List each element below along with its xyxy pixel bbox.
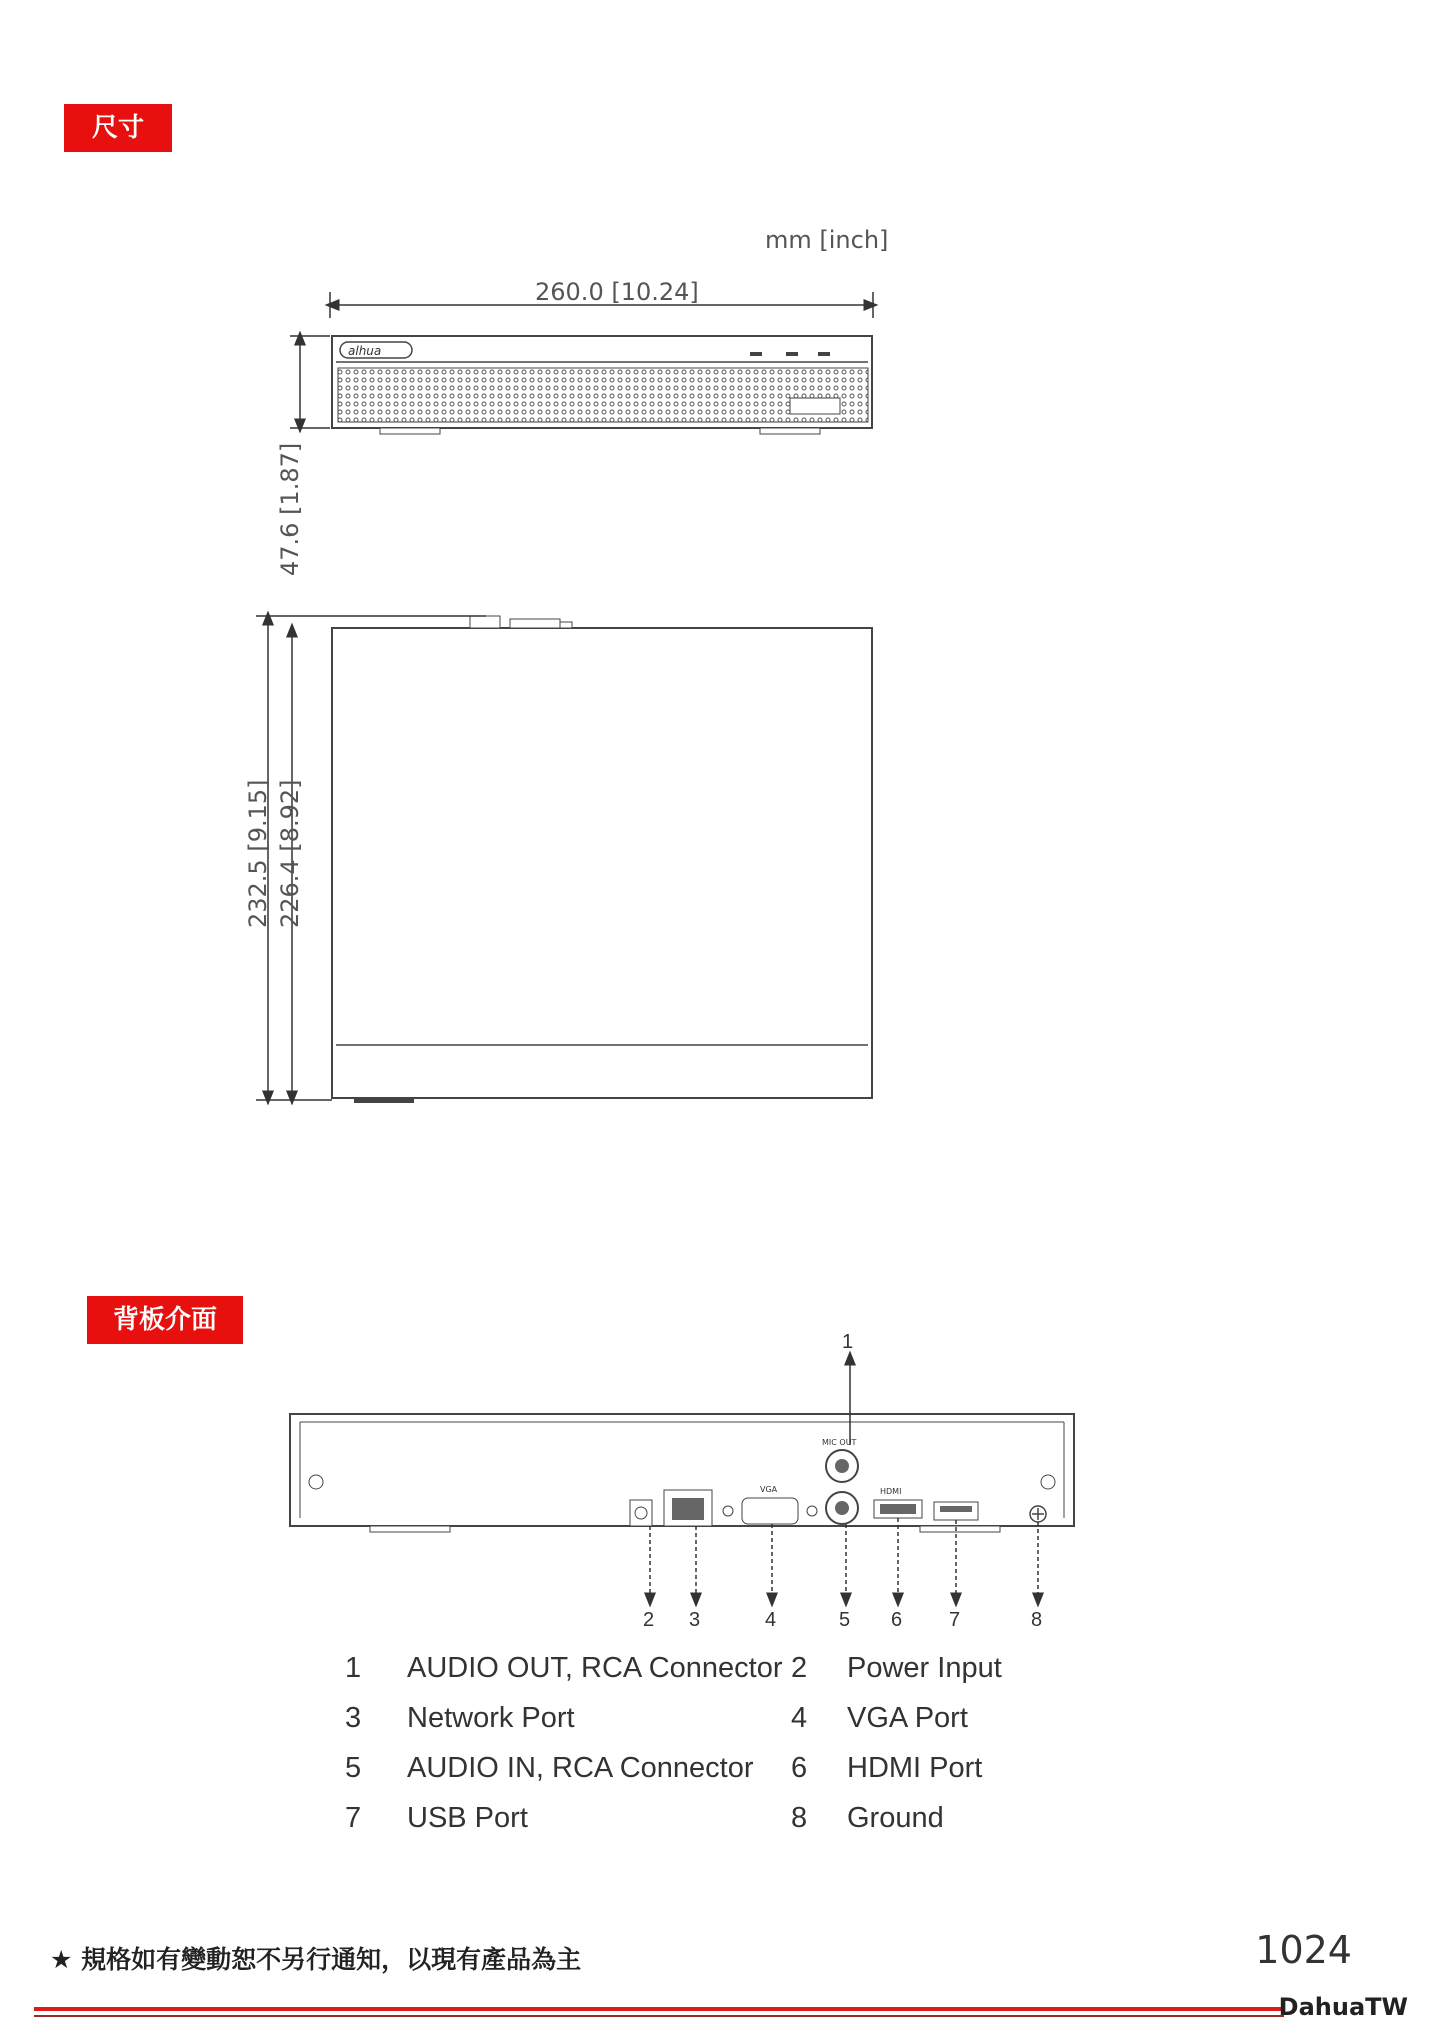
callout-7: 7 <box>949 1609 961 1630</box>
legend-number: 6 <box>791 1752 808 1784</box>
mic-out-label: MIC OUT <box>822 1438 857 1447</box>
depth-total-dimension: 232.5 [9.15] <box>244 779 272 928</box>
ground-terminal <box>1030 1506 1046 1522</box>
legend-label: USB Port <box>407 1802 528 1834</box>
callout-6: 6 <box>891 1609 903 1630</box>
callout-1: 1 <box>842 1331 854 1353</box>
device-logo: alhua <box>348 344 382 358</box>
legend-number: 7 <box>345 1802 362 1834</box>
legend-label: AUDIO OUT, RCA Connector <box>407 1652 783 1684</box>
network-port <box>664 1490 712 1526</box>
page-number: 1024 <box>1255 1928 1352 1972</box>
height-dimension: 47.6 [1.87] <box>276 442 304 576</box>
top-view <box>332 616 872 1103</box>
callout-4: 4 <box>765 1609 777 1630</box>
vga-label: VGA <box>760 1485 778 1494</box>
legend-label: HDMI Port <box>847 1752 983 1784</box>
rear-panel-drawing <box>0 1330 1440 1630</box>
legend-number: 1 <box>345 1652 362 1684</box>
section-title-dimensions: 尺寸 <box>64 104 172 152</box>
depth-body-dimension: 226.4 [8.92] <box>276 779 304 928</box>
legend-number: 3 <box>345 1702 362 1734</box>
hdmi-label: HDMI <box>880 1487 902 1496</box>
callout-5: 5 <box>839 1609 851 1630</box>
footer-disclaimer: ★ 規格如有變動恕不另行通知，以現有產品為主 <box>50 1945 582 1974</box>
callout-8: 8 <box>1031 1609 1043 1630</box>
legend-number: 8 <box>791 1802 808 1834</box>
footer-rule-dark <box>34 2015 1284 2017</box>
legend-label: Ground <box>847 1802 944 1834</box>
audio-in-port <box>826 1492 858 1524</box>
power-port <box>630 1500 652 1526</box>
usb-port <box>934 1502 978 1520</box>
legend-label: Power Input <box>847 1652 1002 1684</box>
legend-number: 4 <box>791 1702 808 1734</box>
legend-number: 2 <box>791 1652 808 1684</box>
front-view <box>332 336 872 434</box>
legend-label: Network Port <box>407 1702 575 1734</box>
legend-label: AUDIO IN, RCA Connector <box>407 1752 754 1784</box>
width-dimension: 260.0 [10.24] <box>535 278 699 306</box>
brand-name: DahuaTW <box>1278 1993 1408 2021</box>
callout-2: 2 <box>643 1609 655 1630</box>
footer-rule-red <box>34 2007 1284 2011</box>
callout-3: 3 <box>689 1609 701 1630</box>
legend-number: 5 <box>345 1752 362 1784</box>
unit-label: mm [inch] <box>765 226 889 254</box>
legend-label: VGA Port <box>847 1702 968 1734</box>
section-title-rear-panel: 背板介面 <box>87 1296 243 1344</box>
